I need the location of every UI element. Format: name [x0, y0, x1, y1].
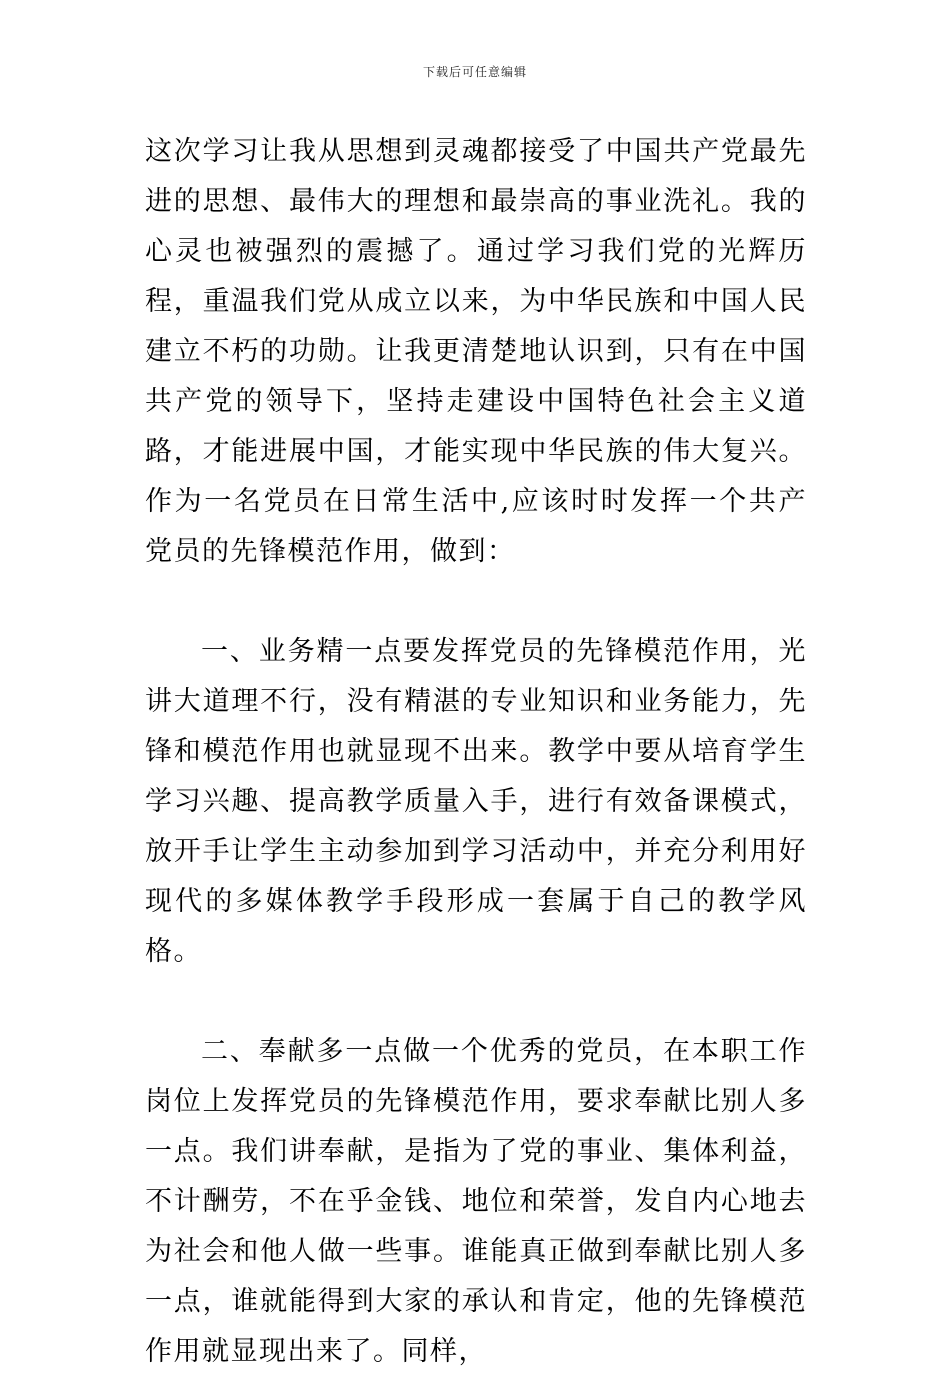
paragraph-spacer: [145, 577, 807, 627]
paragraph-intro: 这次学习让我从思想到灵魂都接受了中国共产党最先进的思想、最伟大的理想和最崇高的事业洗礼。我的心灵也被强烈的震撼了。通过学习我们党的光辉历程，重温我们党从成立以来，为中华民族和中国人民建立不朽的功勋。让我更清楚地认识到，只有在中国共产党的领导下，坚持走建设中国特色社会主义道路，才能进展中国，才能实现中华民族的伟大复兴。作为一名党员在日常生活中,应该时时发挥一个共产党员的先锋模范作用，做到：: [145, 136, 807, 567]
header-note: 下载后可任意编辑: [422, 65, 527, 79]
document-body: [145, 127, 807, 1377]
paragraph-point-one: 一、业务精一点要发挥党员的先锋模范作用，光讲大道理不行，没有精湛的专业知识和业务能力，先锋和模范作用也就显现不出来。教学中要从培育学生学习兴趣、提高教学质量入手，进行有效备课模式，放开手让学生主动参加到学习活动中，并充分利用好现代的多媒体教学手段形成一套属于自己的教学风格。: [145, 636, 807, 967]
paragraph-spacer: [145, 977, 807, 1027]
paragraph-point-two: 二、奉献多一点做一个优秀的党员，在本职工作岗位上发挥党员的先锋模范作用，要求奉献比别人多一点。我们讲奉献，是指为了党的事业、集体利益，不计酬劳，不在乎金钱、地位和荣誉，发自内心地去为社会和他人做一些事。谁能真正做到奉献比别人多一点，谁就能得到大家的承认和肯定，他的先锋模范作用就显现出来了。同样，: [145, 1036, 807, 1367]
